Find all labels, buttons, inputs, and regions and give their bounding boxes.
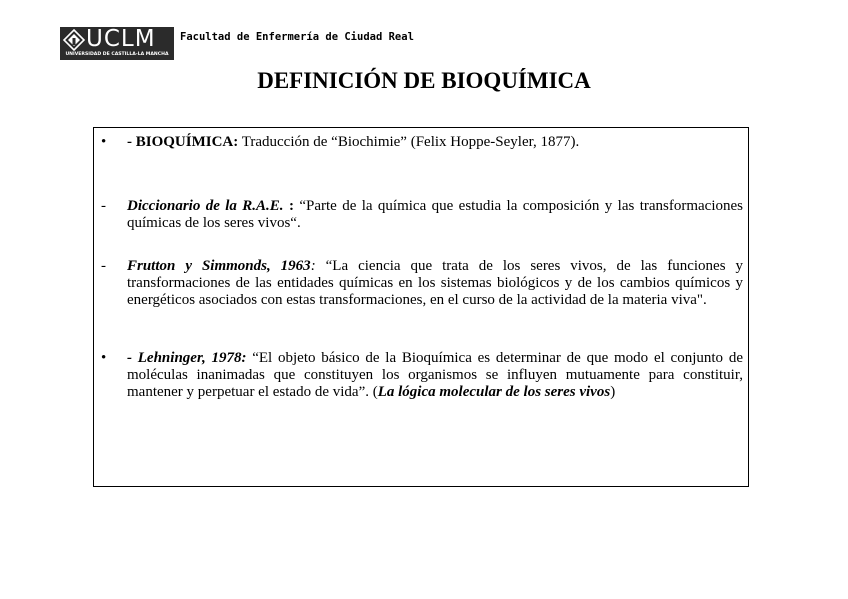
definition-item bbox=[127, 350, 743, 400]
logo-subtitle: UNIVERSIDAD DE CASTILLA-LA MANCHA bbox=[65, 52, 169, 57]
book-title: La lógica molecular de los seres vivos bbox=[377, 383, 611, 400]
definition-label: Diccionario de la R.A.E. bbox=[127, 198, 284, 214]
definition-item bbox=[127, 258, 743, 308]
dash-marker: - bbox=[101, 198, 106, 214]
definition-label-suffix: : bbox=[283, 198, 294, 214]
definition-text: “La ciencia que trata de los seres vivos, de las funciones y transformaciones de las entidades químicas en los sistemas biológicos y de los cambios químicos y energéticos asociados con estas transformaciones, en el curso de la actividad de la materia viva". bbox=[127, 258, 743, 308]
page-title: DEFINICIÓN DE BIOQUÍMICA bbox=[257, 68, 591, 93]
definition-text: Traducción de “Biochimie” (Felix Hoppe-Seyler, 1877). bbox=[238, 134, 580, 150]
definition-text-end: ) bbox=[610, 383, 616, 400]
definition-label: - BIOQUÍMICA: bbox=[127, 134, 239, 150]
bullet-marker: • bbox=[101, 134, 107, 150]
logo-text: UCLM bbox=[86, 26, 156, 52]
dash-marker: - bbox=[101, 258, 106, 274]
definition-label-suffix: : bbox=[310, 258, 316, 274]
definitions-box bbox=[93, 127, 749, 487]
uclm-logo bbox=[60, 27, 174, 60]
definition-label: - Lehninger, 1978: bbox=[127, 350, 247, 366]
definition-text: “El objeto básico de la Bioquímica es determinar de que modo el conjunto de moléculas inanimadas que constituyen los organismos se influyen mutuamente para constituir, mantener y perpetuar el estado de vida”. ( bbox=[127, 350, 743, 400]
definition-item bbox=[127, 134, 743, 151]
bullet-marker: • bbox=[101, 350, 107, 366]
university-emblem-icon bbox=[62, 29, 86, 51]
faculty-name: Facultad de Enfermería de Ciudad Real bbox=[180, 31, 414, 43]
definition-label: Frutton y Simmonds, 1963 bbox=[127, 258, 311, 274]
definition-text: “Parte de la química que estudia la composición y las transformaciones químicas de los seres vivos“. bbox=[127, 198, 743, 231]
definition-item bbox=[127, 198, 743, 232]
